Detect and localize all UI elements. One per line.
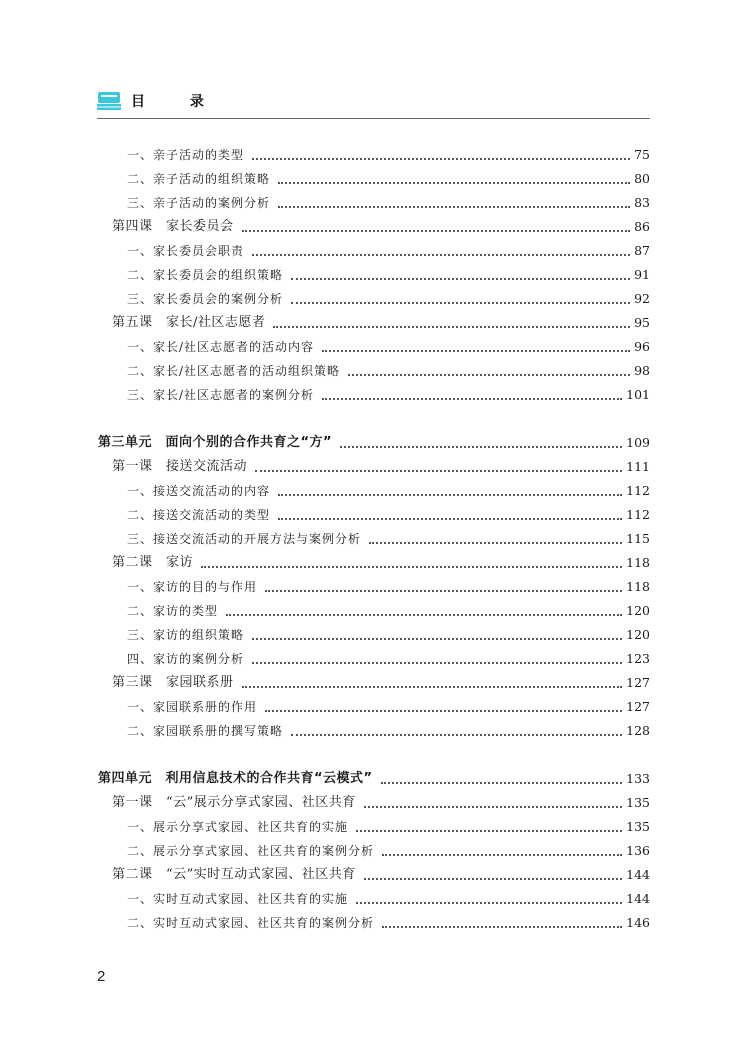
- toc-dot-leader: [255, 470, 622, 472]
- toc-dot-leader: [278, 518, 622, 520]
- toc-dot-leader: [291, 302, 630, 304]
- toc-section-entry[interactable]: [127, 383, 650, 403]
- toc-entry-title: 四、家访的案例分析: [127, 652, 245, 666]
- toc-entry-page: 118: [626, 555, 650, 570]
- toc-entry-title: 三、亲子活动的案例分析: [127, 196, 271, 210]
- toc-entry-title: 三、家访的组织策略: [127, 628, 245, 642]
- toc-section-entry[interactable]: [127, 503, 650, 523]
- toc-dot-leader: [382, 926, 622, 928]
- toc-entry-title: 一、家园联系册的作用: [127, 700, 258, 714]
- toc-section-entry[interactable]: [127, 911, 650, 931]
- toc-dot-leader: [201, 566, 622, 568]
- toc-dot-leader: [265, 710, 622, 712]
- toc-unit-entry[interactable]: [98, 431, 650, 451]
- toc-lesson-entry[interactable]: [112, 863, 650, 883]
- toc-entry-title: 第一课 “云”展示分享式家园、社区共育: [112, 795, 356, 810]
- toc-dot-leader: [226, 614, 622, 616]
- toc-dot-leader: [340, 446, 622, 448]
- toc-section-entry[interactable]: [127, 191, 650, 211]
- toc-entry-page: 96: [634, 339, 650, 354]
- toc-section-entry[interactable]: [127, 335, 650, 355]
- toc-entry-title: 二、亲子活动的组织策略: [127, 172, 271, 186]
- toc-entry-title: 二、接送交流活动的类型: [127, 508, 271, 522]
- toc-lesson-entry[interactable]: [112, 791, 650, 811]
- toc-entry-title: 第二课 家访: [112, 555, 194, 570]
- toc-entry-title: 二、实时互动式家园、社区共育的案例分析: [127, 916, 375, 930]
- toc-entry-title: 一、家长委员会职责: [127, 244, 245, 258]
- toc-unit-entry[interactable]: [98, 767, 650, 787]
- toc-dot-leader: [364, 806, 622, 808]
- toc-entry-page: 109: [626, 435, 650, 450]
- toc-dot-leader: [382, 854, 622, 856]
- toc-dot-leader: [273, 326, 630, 328]
- toc-entry-page: 136: [626, 843, 650, 858]
- toc-entry-page: 144: [626, 891, 650, 906]
- toc-entry-page: 98: [634, 363, 650, 378]
- toc-entry-page: 123: [626, 651, 650, 666]
- toc-section-entry[interactable]: [127, 359, 650, 379]
- toc-lesson-entry[interactable]: [112, 551, 650, 571]
- toc-entry-title: 一、亲子活动的类型: [127, 148, 245, 162]
- toc-entry-page: 133: [626, 771, 650, 786]
- toc-dot-leader: [369, 542, 622, 544]
- toc-dot-leader: [252, 638, 622, 640]
- toc-dot-leader: [252, 662, 622, 664]
- toc-entry-title: 第五课 家长/社区志愿者: [112, 315, 266, 330]
- toc-entry-page: 112: [626, 507, 650, 522]
- toc-entry-page: 135: [626, 795, 650, 810]
- toc-entry-title: 二、家访的类型: [127, 604, 219, 618]
- toc-dot-leader: [252, 158, 630, 160]
- toc-dot-leader: [278, 182, 630, 184]
- toc-entry-page: 144: [626, 867, 650, 882]
- toc-entry-title: 第四单元 利用信息技术的合作共育“云模式”: [98, 771, 373, 786]
- toc-entry-page: 118: [626, 579, 650, 594]
- toc-entry-page: 92: [634, 291, 650, 306]
- toc-entry-page: 127: [626, 699, 650, 714]
- toc-dot-leader: [348, 374, 630, 376]
- page-title: 目 录: [131, 94, 224, 110]
- toc-dot-leader: [242, 230, 631, 232]
- toc-entry-title: 三、家长委员会的案例分析: [127, 292, 284, 306]
- toc-entry-page: 128: [626, 723, 650, 738]
- toc-dot-leader: [242, 686, 623, 688]
- toc-entry-title: 一、接送交流活动的内容: [127, 484, 271, 498]
- toc-entry-page: 135: [626, 819, 650, 834]
- toc-entry-page: 111: [626, 459, 650, 474]
- toc-dot-leader: [291, 278, 630, 280]
- toc-entry-page: 112: [626, 483, 650, 498]
- page-number: 2: [97, 968, 106, 985]
- toc-entry-page: 127: [626, 675, 650, 690]
- toc-section-entry[interactable]: [127, 167, 650, 187]
- toc-entry-title: 第三单元 面向个别的合作共育之“方”: [98, 435, 333, 450]
- toc-section-entry[interactable]: [127, 287, 650, 307]
- toc-dot-leader: [356, 902, 622, 904]
- book-icon: [97, 91, 121, 110]
- toc-section-entry[interactable]: [127, 887, 650, 907]
- toc-entry-title: 二、展示分享式家园、社区共育的案例分析: [127, 844, 375, 858]
- toc-dot-leader: [364, 878, 622, 880]
- toc-entry-page: 95: [634, 315, 650, 330]
- toc-section-entry[interactable]: [127, 143, 650, 163]
- toc-dot-leader: [252, 254, 630, 256]
- toc-section-entry[interactable]: [127, 575, 650, 595]
- toc-dot-leader: [291, 734, 622, 736]
- toc-dot-leader: [381, 782, 623, 784]
- toc-entry-title: 第二课 “云”实时互动式家园、社区共育: [112, 867, 356, 882]
- toc-entry-title: 三、接送交流活动的开展方法与案例分析: [127, 532, 362, 546]
- toc-entry-page: 80: [634, 171, 650, 186]
- toc-entry-title: 第三课 家园联系册: [112, 675, 234, 690]
- page-header: [97, 90, 650, 119]
- toc-section-entry[interactable]: [127, 239, 650, 259]
- toc-section-entry[interactable]: [127, 719, 650, 739]
- toc-entry-page: 120: [626, 627, 650, 642]
- toc-entry-page: 83: [634, 195, 650, 210]
- toc-section-entry[interactable]: [127, 479, 650, 499]
- toc-dot-leader: [322, 350, 630, 352]
- toc-section-entry[interactable]: [127, 263, 650, 283]
- toc-entry-title: 一、家长/社区志愿者的活动内容: [127, 340, 315, 354]
- toc-section-entry[interactable]: [127, 527, 650, 547]
- toc-entry-title: 一、家访的目的与作用: [127, 580, 258, 594]
- toc-section-entry[interactable]: [127, 623, 650, 643]
- toc-section-entry[interactable]: [127, 839, 650, 859]
- toc-entry-page: 75: [634, 147, 650, 162]
- toc-entry-title: 二、家长/社区志愿者的活动组织策略: [127, 364, 341, 378]
- toc-entry-page: 120: [626, 603, 650, 618]
- toc-dot-leader: [278, 494, 622, 496]
- toc-section-entry[interactable]: [127, 695, 650, 715]
- toc-lesson-entry[interactable]: [112, 311, 650, 331]
- toc-entry-page: 101: [626, 387, 650, 402]
- toc-section-entry[interactable]: [127, 815, 650, 835]
- toc-entry-page: 87: [634, 243, 650, 258]
- toc-lesson-entry[interactable]: [112, 215, 650, 235]
- toc-entry-page: 86: [634, 219, 650, 234]
- toc-entry-title: 一、实时互动式家园、社区共育的实施: [127, 892, 349, 906]
- toc-lesson-entry[interactable]: [112, 671, 650, 691]
- toc-lesson-entry[interactable]: [112, 455, 650, 475]
- toc-dot-leader: [278, 206, 630, 208]
- toc-entry-title: 一、展示分享式家园、社区共育的实施: [127, 820, 349, 834]
- toc-entry-title: 二、家长委员会的组织策略: [127, 268, 284, 282]
- toc-entry-title: 三、家长/社区志愿者的案例分析: [127, 388, 315, 402]
- toc-dot-leader: [356, 830, 622, 832]
- toc-entry-title: 第四课 家长委员会: [112, 219, 234, 234]
- toc-section-entry[interactable]: [127, 599, 650, 619]
- toc-section-entry[interactable]: [127, 647, 650, 667]
- toc-entry-title: 第一课 接送交流活动: [112, 459, 248, 474]
- toc-entry-page: 115: [626, 531, 650, 546]
- toc-entry-page: 146: [626, 915, 650, 930]
- toc-dot-leader: [322, 398, 622, 400]
- toc-dot-leader: [265, 590, 622, 592]
- toc-entry-page: 91: [634, 267, 650, 282]
- toc-entry-title: 二、家园联系册的撰写策略: [127, 724, 284, 738]
